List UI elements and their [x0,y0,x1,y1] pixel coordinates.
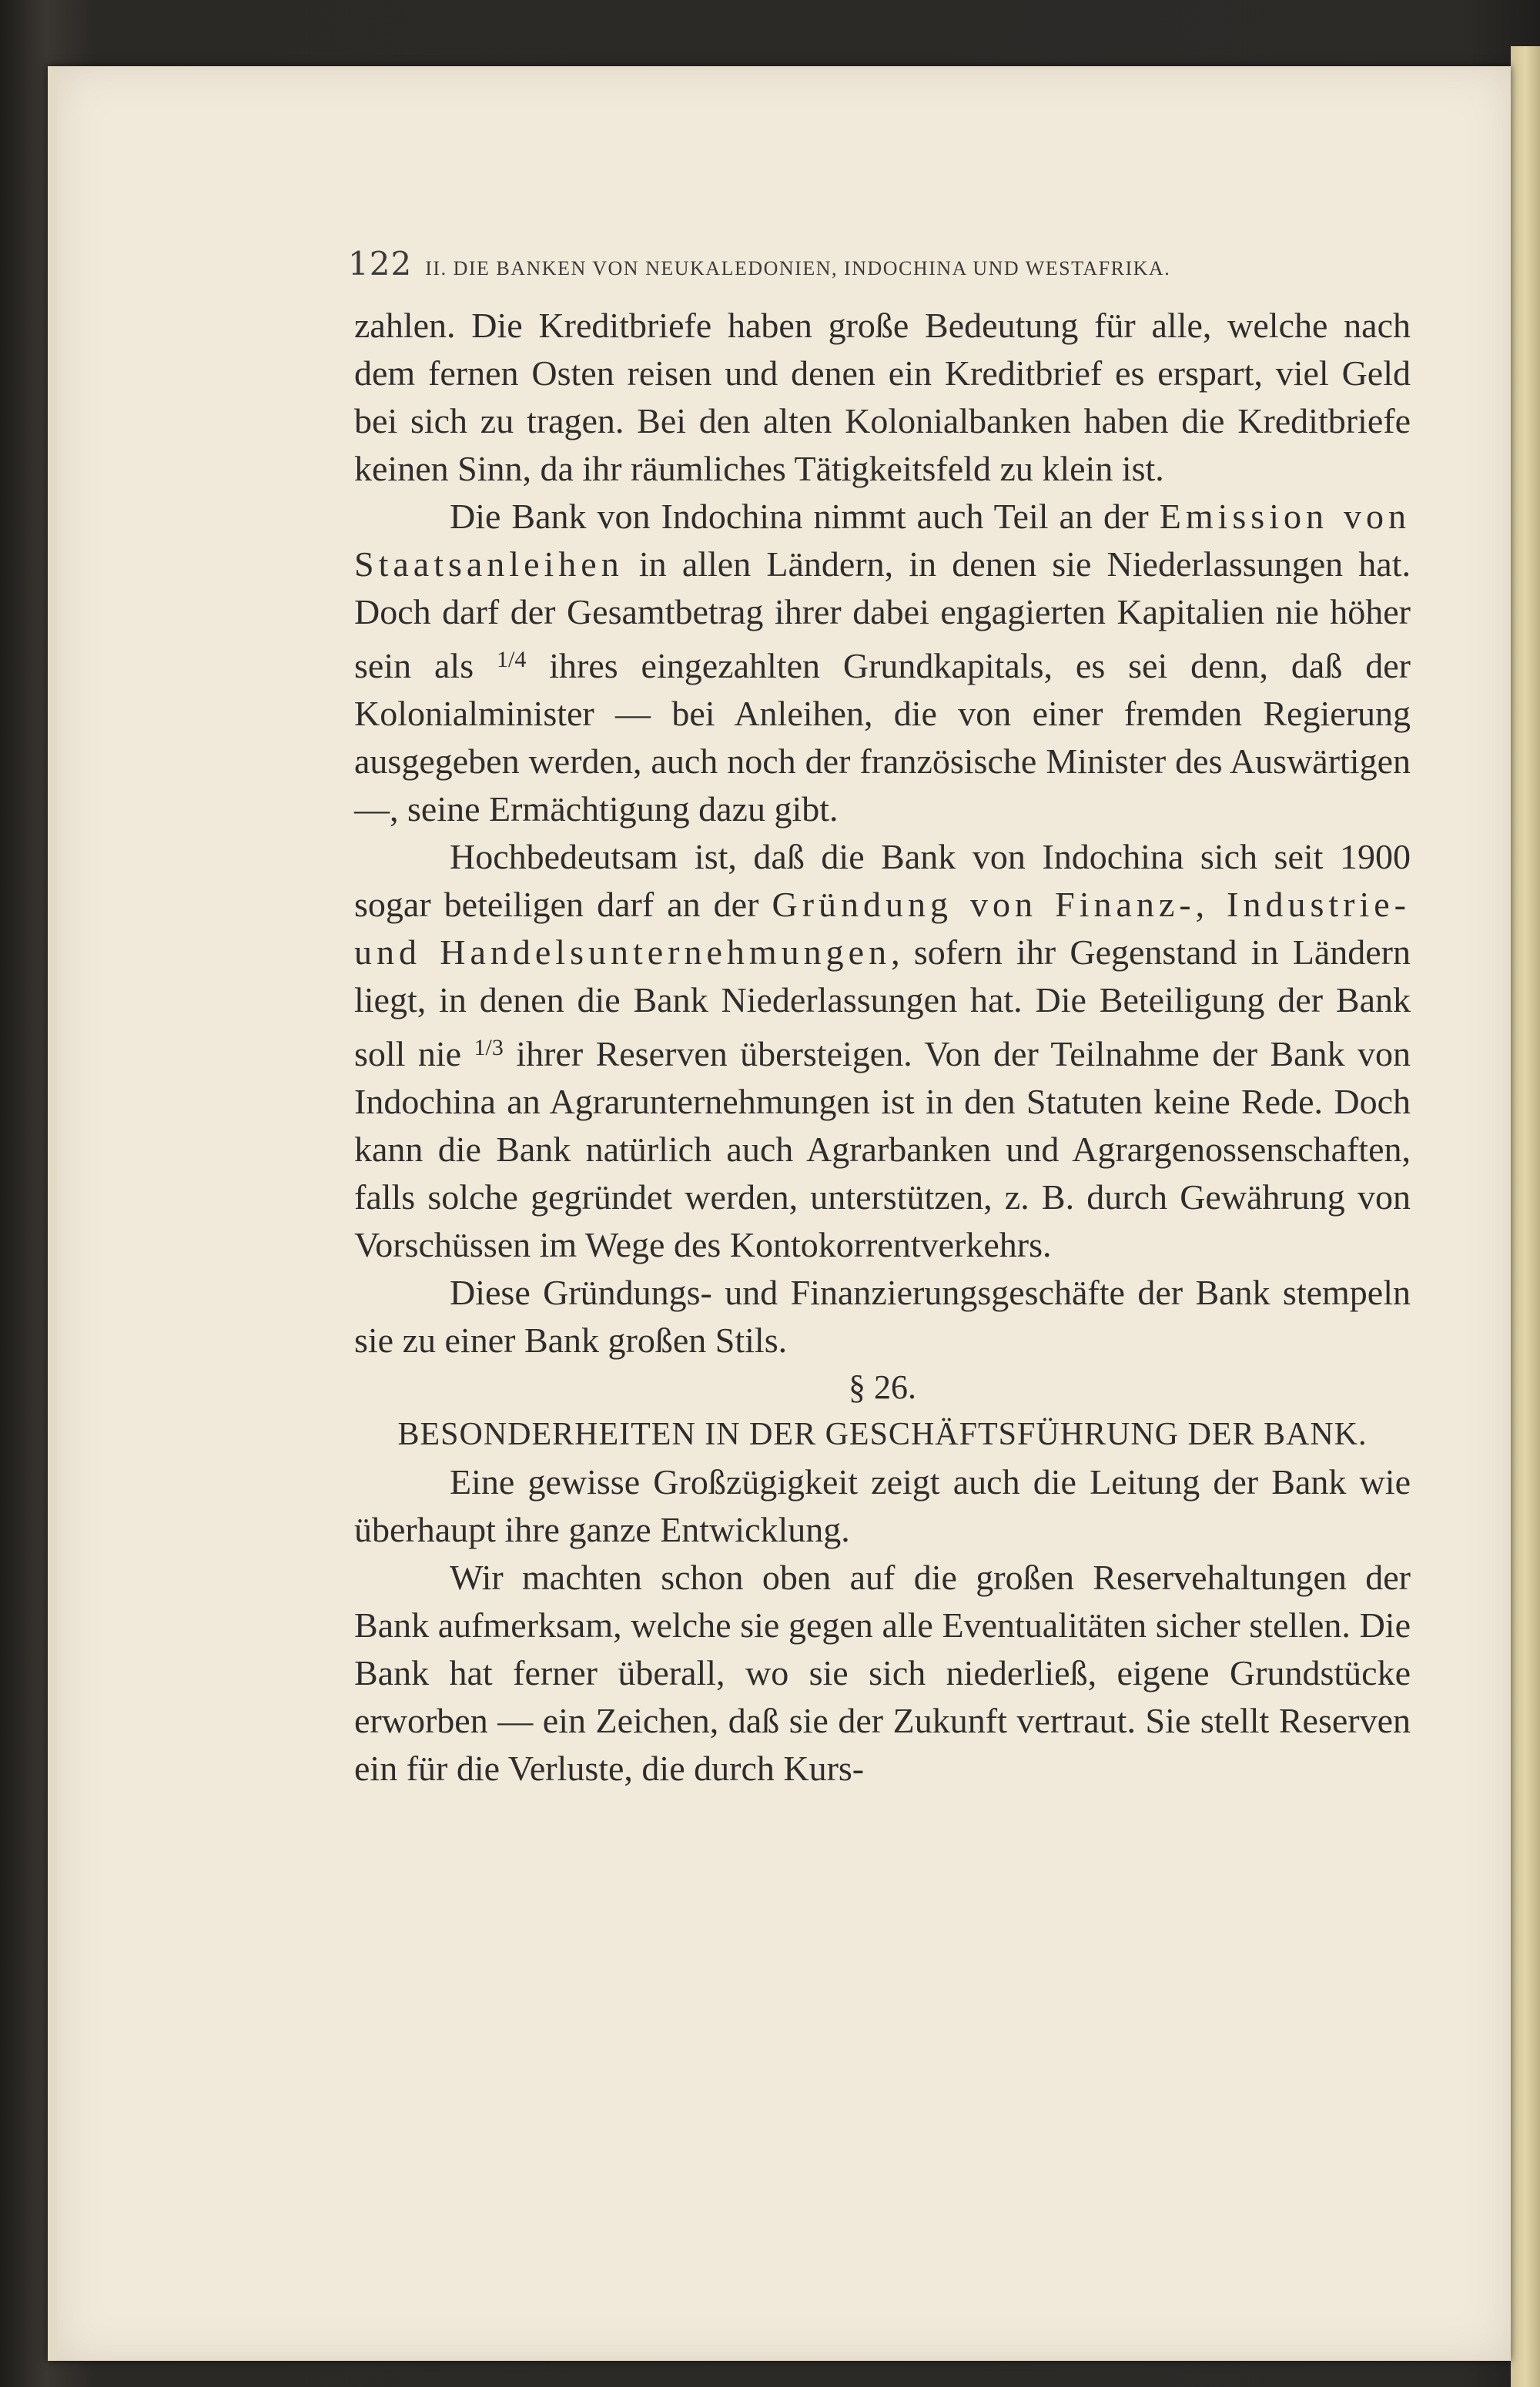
page-header [348,245,1411,283]
page-number: 122 [348,245,413,283]
paragraph-2: Die Bank von Indochina nimmt auch Teil an der Emission von Staatsanleihen in allen Ländern, in denen sie Niederlassungen hat. Doch darf der Gesamtbetrag ihrer dabei engagierten Kapitalien nie höher sein als $^{1/4}$ ihres eingezahlten Grundkapitals, es sei denn, daß der Kolonialminister — bei Anleihen, die von einer fremden Regierung ausgegeben werden, auch noch der französische Minister des Auswärtigen —, seine Ermächtigung dazu gibt. [354,497,1411,829]
paragraph-5: Eine gewisse Großzügigkeit zeigt auch die Leitung der Bank wie überhaupt ihre ganze Entwicklung. [354,1462,1411,1549]
fraction: 1/4 [497,647,527,672]
paragraph-4: Diese Gründungs- und Finanzierungsgeschäfte der Bank stempeln sie zu einer Bank großen Stils. [354,1273,1411,1360]
section-number: § 26. [849,1368,916,1406]
spaced-emphasis: Emission von Staatsanleihen [354,497,1411,584]
book-edge [1511,46,1540,2387]
page-body [354,302,1411,1793]
section-heading: BESONDERHEITEN IN DER GESCHÄFTSFÜHRUNG DER BANK. [397,1417,1368,1452]
paragraph-6: Wir machten schon oben auf die großen Reservehaltungen der Bank aufmerksam, welche sie gegen alle Eventualitäten sicher stellen. Die Bank hat ferner überall, wo sie sich niederließ, eigene Grundstücke erworben — ein Zeichen, daß sie der Zukunft vertraut. Sie stellt Reserven ein für die Verluste, die durch Kurs- [354,1558,1411,1788]
fraction: 1/3 [474,1035,504,1060]
spaced-emphasis: Gründung von Finanz-, Industrie- und Handelsunternehmungen [354,885,1411,972]
running-title: II. DIE BANKEN VON NEUKALEDONIEN, INDOCHINA UND WESTAFRIKA. [425,257,1171,280]
paragraph-1: zahlen. Die Kreditbriefe haben große Bedeutung für alle, welche nach dem fernen Osten reisen und denen ein Kreditbrief es erspart, viel Geld bei sich zu tragen. Bei den alten Kolonialbanken haben die Kreditbriefe keinen Sinn, da ihr räumliches Tätigkeitsfeld zu klein ist. [354,306,1411,488]
paragraph-3: Hochbedeutsam ist, daß die Bank von Indochina sich seit 1900 sogar beteiligen darf an der Gründung von Finanz-, Industrie- und Handelsunternehmungen, sofern ihr Gegenstand in Ländern liegt, in denen die Bank Niederlassungen hat. Die Beteiligung der Bank soll nie $^{1/3}$ ihrer Reserven übersteigen. Von der Teilnahme der Bank von Indochina an Agrarunternehmungen ist in den Statuten keine Rede. Doch kann die Bank natürlich auch Agrarbanken und Agrargenossenschaften, falls solche gegründet werden, unterstützen, z. B. durch Gewährung von Vorschüssen im Wege des Kontokorrentverkehrs. [354,837,1411,1264]
